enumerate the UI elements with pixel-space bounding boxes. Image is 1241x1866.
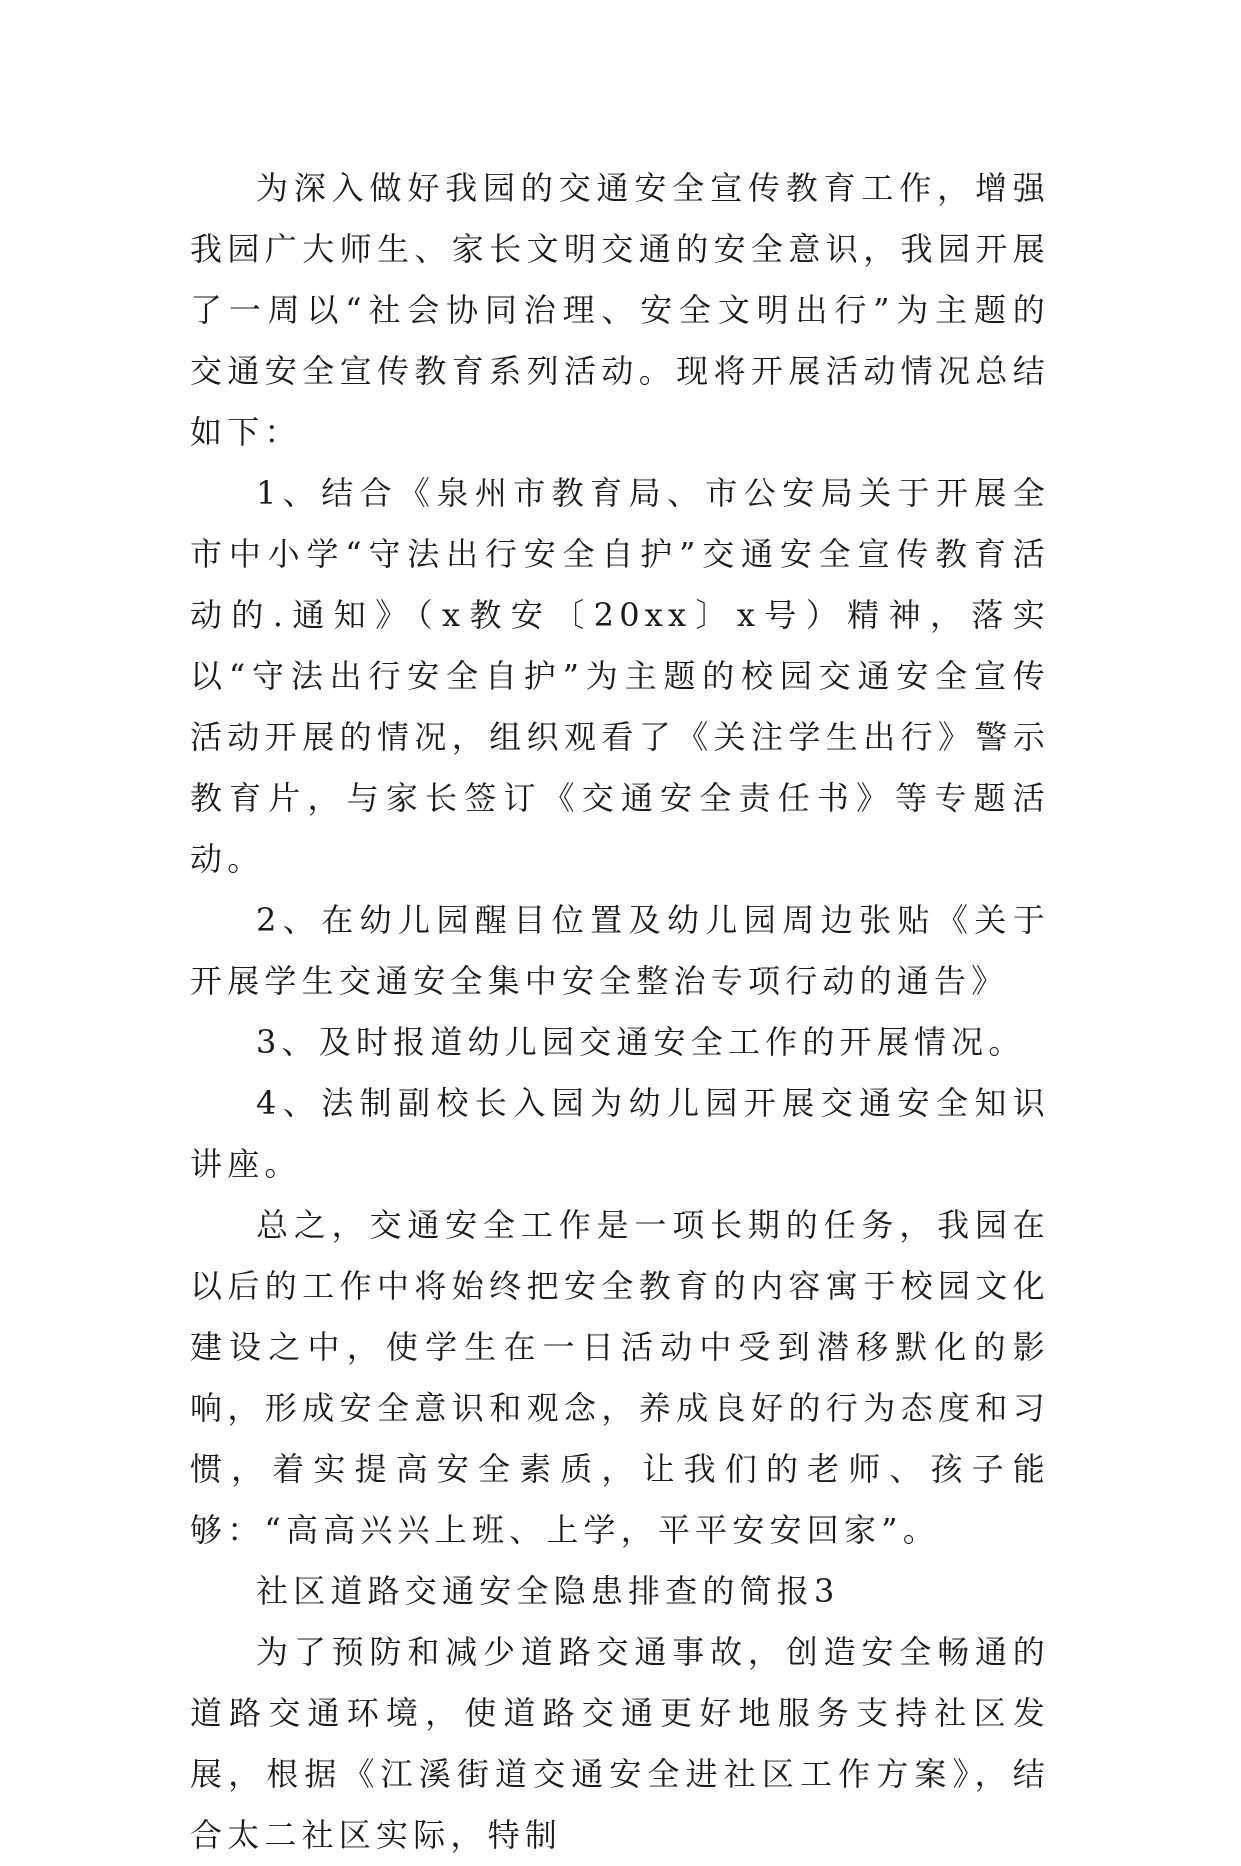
- document-body: [190, 158, 1050, 1866]
- item-4-paragraph: 4、法制副校长入园为幼儿园开展交通安全知识讲座。: [190, 1084, 1050, 1183]
- item-2-paragraph: 2、在幼儿园醒目位置及幼儿园周边张贴《关于开展学生交通安全集中安全整治专项行动的通告》: [190, 901, 1050, 1000]
- section-heading: 社区道路交通安全隐患排查的简报3: [256, 1572, 840, 1610]
- item-1-paragraph: 1、结合《泉州市教育局、市公安局关于开展全市中小学“守法出行安全自护”交通安全宣传教育活动的.通知》（x教安〔20xx〕x号）精神，落实以“守法出行安全自护”为主题的校园交通安全宣传活动开展的情况，组织观看了《关注学生出行》警示教育片，与家长签订《交通安全责任书》等专题活动。: [190, 474, 1050, 878]
- section-3-paragraph: 为了预防和减少道路交通事故，创造安全畅通的道路交通环境，使道路交通更好地服务支持社区发展，根据《江溪街道交通安全进社区工作方案》，结合太二社区实际，特制: [190, 1633, 1050, 1854]
- item-3-paragraph: 3、及时报道幼儿园交通安全工作的开展情况。: [256, 1023, 1026, 1061]
- intro-paragraph: 为深入做好我园的交通安全宣传教育工作，增强我园广大师生、家长文明交通的安全意识，我园开展了一周以“社会协同治理、安全文明出行”为主题的交通安全宣传教育系列活动。现将开展活动情况总结如下：: [190, 169, 1050, 451]
- summary-paragraph: 总之，交通安全工作是一项长期的任务，我园在以后的工作中将始终把安全教育的内容寓于校园文化建设之中，使学生在一日活动中受到潜移默化的影响，形成安全意识和观念，养成良好的行为态度和习惯，着实提高安全素质，让我们的老师、孩子能够：“高高兴兴上班、上学，平平安安回家”。: [190, 1206, 1050, 1549]
